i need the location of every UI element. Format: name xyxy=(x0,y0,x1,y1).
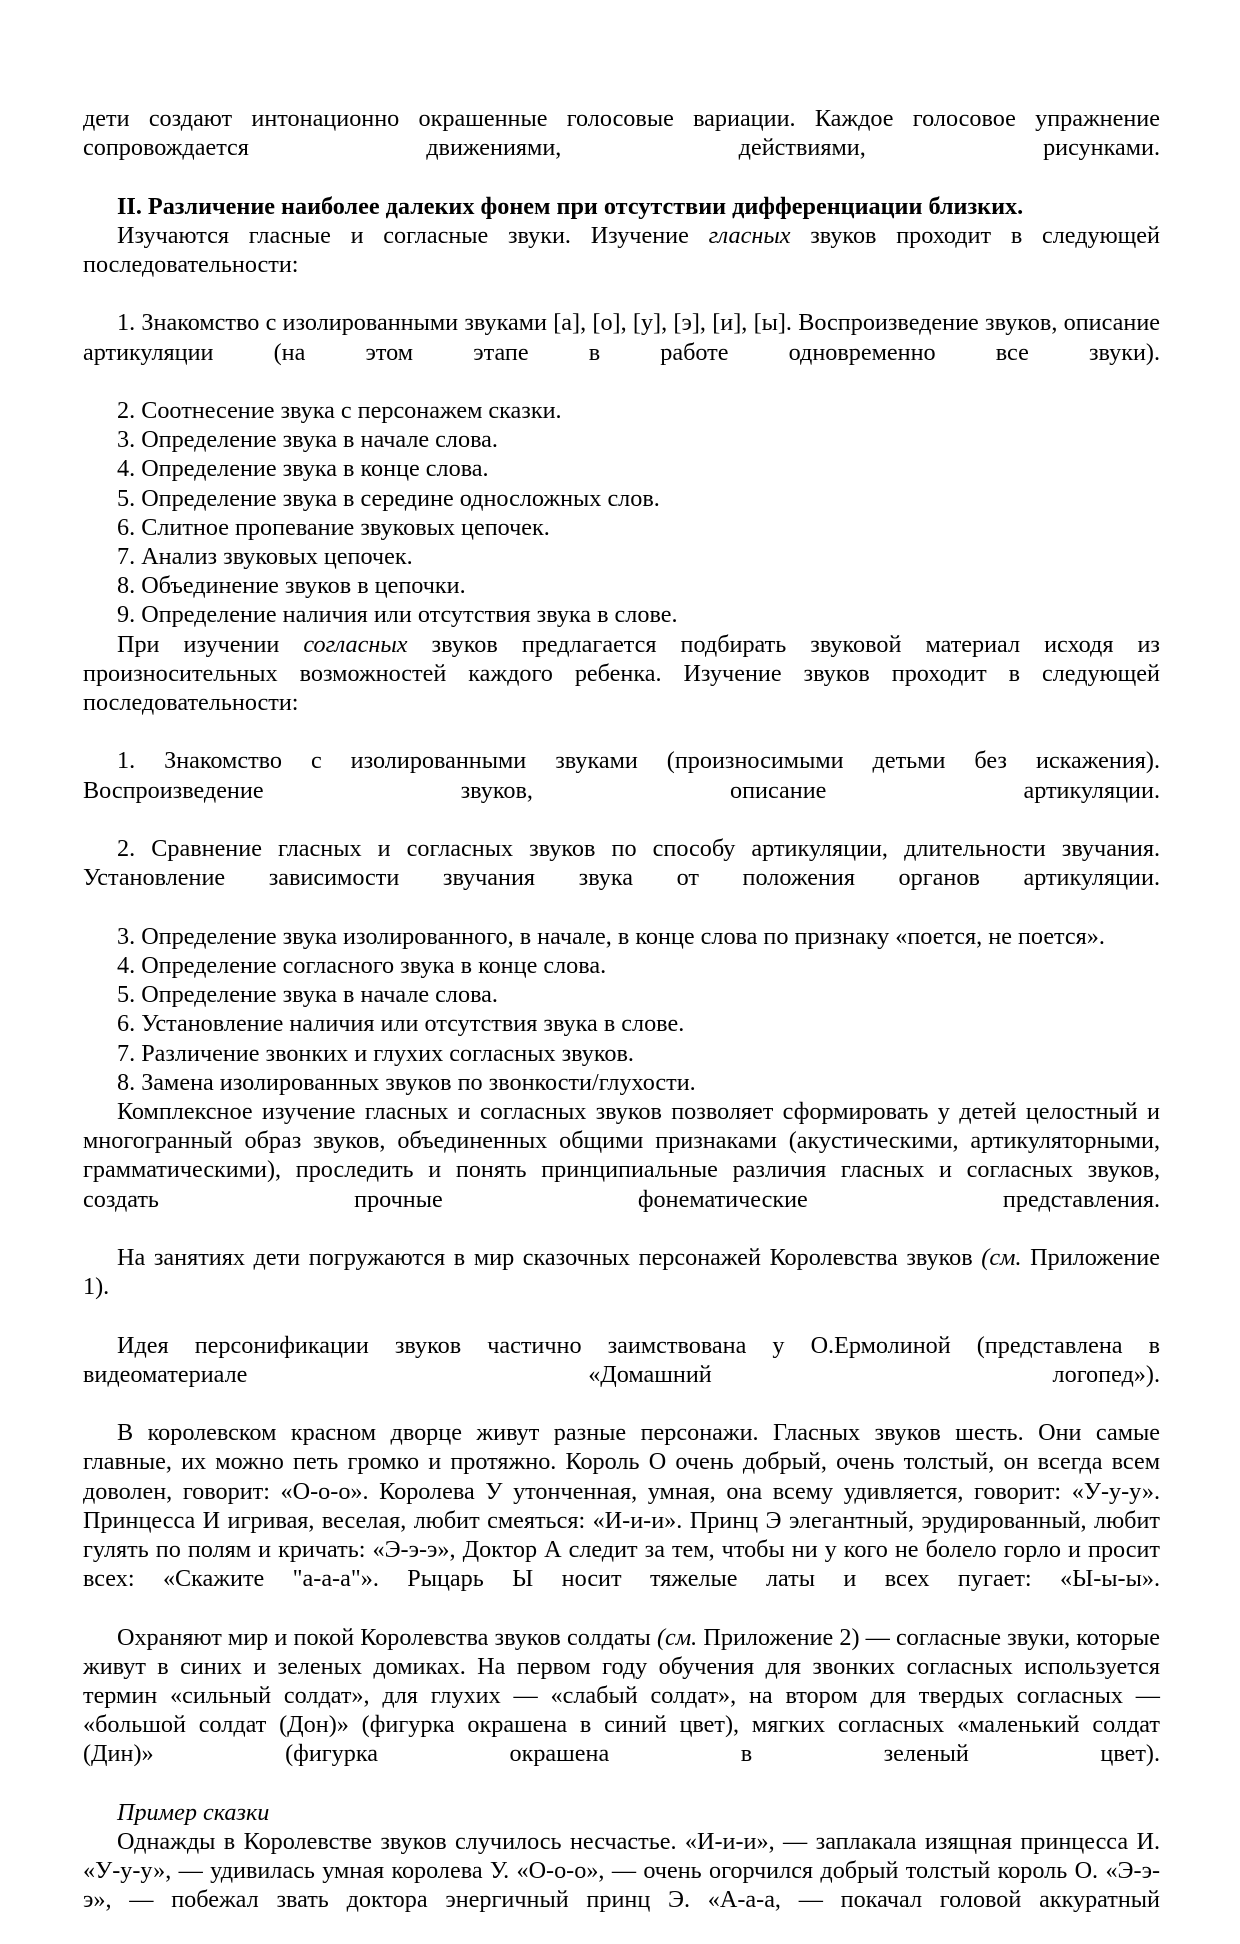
consonant-step-7: 7. Различение звонких и глухих согласных звуков. xyxy=(117,1039,634,1067)
consonant-step-5: 5. Определение звука в начале слова. xyxy=(117,981,498,1009)
consonant-step-2: 2. Сравнение гласных и согласных звуков по способу артикуляции, длительности звучания. Установление зависимости звучания звука от положения органов артикуляции. xyxy=(83,835,1160,892)
subheading-tale-example: Пример сказки xyxy=(117,1798,270,1826)
paragraph-tale-text: Однажды в Королевстве звуков случилось несчастье. «И-и-и», — заплакала изящная принцесса И. «У-у-у», — удивилась умная королева У. «О-о-о», — очень огорчился добрый толстый король О. «Э-э-э», — побежал звать доктора энергичный принц Э. «А-а-а, — покачал головой аккуратный xyxy=(83,1827,1160,1914)
paragraph-intro: дети создают интонационно окрашенные голосовые вариации. Каждое голосовое упражнение сопровождается движениями, действиями, рисунками. xyxy=(83,105,1160,162)
vowel-step-6: 6. Слитное пропевание звуковых цепочек. xyxy=(117,513,550,541)
consonant-step-8: 8. Замена изолированных звуков по звонкости/глухости. xyxy=(117,1068,696,1096)
vowels-intro-part2: звуков проходит в следующей последовательности: xyxy=(83,221,1160,279)
vowel-step-8: 8. Объединение звуков в цепочки. xyxy=(117,572,466,600)
vowels-intro-part1: Изучаются гласные и согласные звуки. Изучение xyxy=(117,221,709,249)
paragraph-complex-study: Комплексное изучение гласных и согласных звуков позволяет сформировать у детей целостный и многогранный образ звуков, объединенных общими признаками (акустическими, артикуляторными, грамматическими), проследить и понять принципиальные различия гласных и согласных звуков, создать прочные фонематические представления. xyxy=(83,1097,1160,1213)
lessons-see-reference: (см. xyxy=(981,1243,1022,1271)
page-text-column xyxy=(83,104,1160,1944)
vowel-step-5: 5. Определение звука в середине односложных слов. xyxy=(117,484,660,512)
section-heading-ii: II. Различение наиболее далеких фонем при отсутствии дифференциации близких. xyxy=(117,192,1024,220)
vowel-step-1: 1. Знакомство с изолированными звуками [а], [о], [у], [э], [и], [ы]. Воспроизведение звуков, описание артикуляции (на этом этапе в работе одновременно все звуки). xyxy=(83,309,1160,366)
paragraph-soldiers xyxy=(83,1623,1160,1798)
consonants-intro-part2: звуков предлагается подбирать звуковой материал исходя из произносительных возможностей каждого ребенка. Изучение звуков проходит в следующей последовательности: xyxy=(83,630,1160,717)
vowel-step-3: 3. Определение звука в начале слова. xyxy=(117,426,498,454)
paragraph-consonants-intro xyxy=(83,630,1160,747)
paragraph-idea-personification: Идея персонификации звуков частично заимствована у О.Ермолиной (представлена в видеоматериале «Домашний логопед»). xyxy=(83,1331,1160,1388)
paragraph-lessons xyxy=(83,1243,1160,1331)
soldiers-part1: Охраняют мир и покой Королевства звуков солдаты xyxy=(117,1623,657,1651)
consonants-intro-emphasis: согласных xyxy=(303,630,408,658)
consonant-step-3: 3. Определение звука изолированного, в начале, в конце слова по признаку «поется, не поется». xyxy=(117,922,1105,950)
lessons-part1: На занятиях дети погружаются в мир сказочных персонажей Королевства звуков xyxy=(117,1243,982,1271)
vowel-step-9: 9. Определение наличия или отсутствия звука в слове. xyxy=(117,601,678,629)
consonants-intro-part1: При изучении xyxy=(117,630,304,658)
soldiers-part2: Приложение 2) — согласные звуки, которые живут в синих и зеленых домиках. На первом году обучения для звонких согласных используется термин «сильный солдат», для глухих — «слабый солдат», на втором для твердых согласных — «большой солдат (Дон)» (фигурка окрашена в синий цвет), мягких согласных «маленький солдат (Дин)» (фигурка окрашена в зеленый цвет). xyxy=(83,1623,1160,1768)
vowel-step-2: 2. Соотнесение звука с персонажем сказки. xyxy=(117,397,562,425)
consonant-step-1: 1. Знакомство с изолированными звуками (произносимыми детьми без искажения). Воспроизведение звуков, описание артикуляции. xyxy=(83,747,1160,804)
consonant-step-4: 4. Определение согласного звука в конце слова. xyxy=(117,951,607,979)
paragraph-royal-palace: В королевском красном дворце живут разные персонажи. Гласных звуков шесть. Они самые главные, их можно петь громко и протяжно. Король О очень добрый, очень толстый, он всегда всем доволен, говорит: «О-о-о». Королева У утонченная, умная, она всему удивляется, говорит: «У-у-у». Принцесса И игривая, веселая, любит смеяться: «И-и-и». Принц Э элегантный, эрудированный, любит гулять по полям и кричать: «Э-э-э», Доктор А следит за тем, чтобы ни у кого не болело горло и просит всех: «Скажите "а-а-а"». Рыцарь Ы носит тяжелые латы и всех пугает: «Ы-ы-ы». xyxy=(83,1419,1160,1593)
paragraph-vowels-intro xyxy=(83,221,1160,309)
soldiers-see-reference: (см. xyxy=(656,1623,698,1651)
vowel-step-7: 7. Анализ звуковых цепочек. xyxy=(117,543,413,571)
lessons-part2: Приложение 1). xyxy=(83,1243,1160,1301)
consonant-step-6: 6. Установление наличия или отсутствия звука в слове. xyxy=(117,1010,685,1038)
vowels-intro-emphasis: гласных xyxy=(708,221,791,249)
vowel-step-4: 4. Определение звука в конце слова. xyxy=(117,455,489,483)
